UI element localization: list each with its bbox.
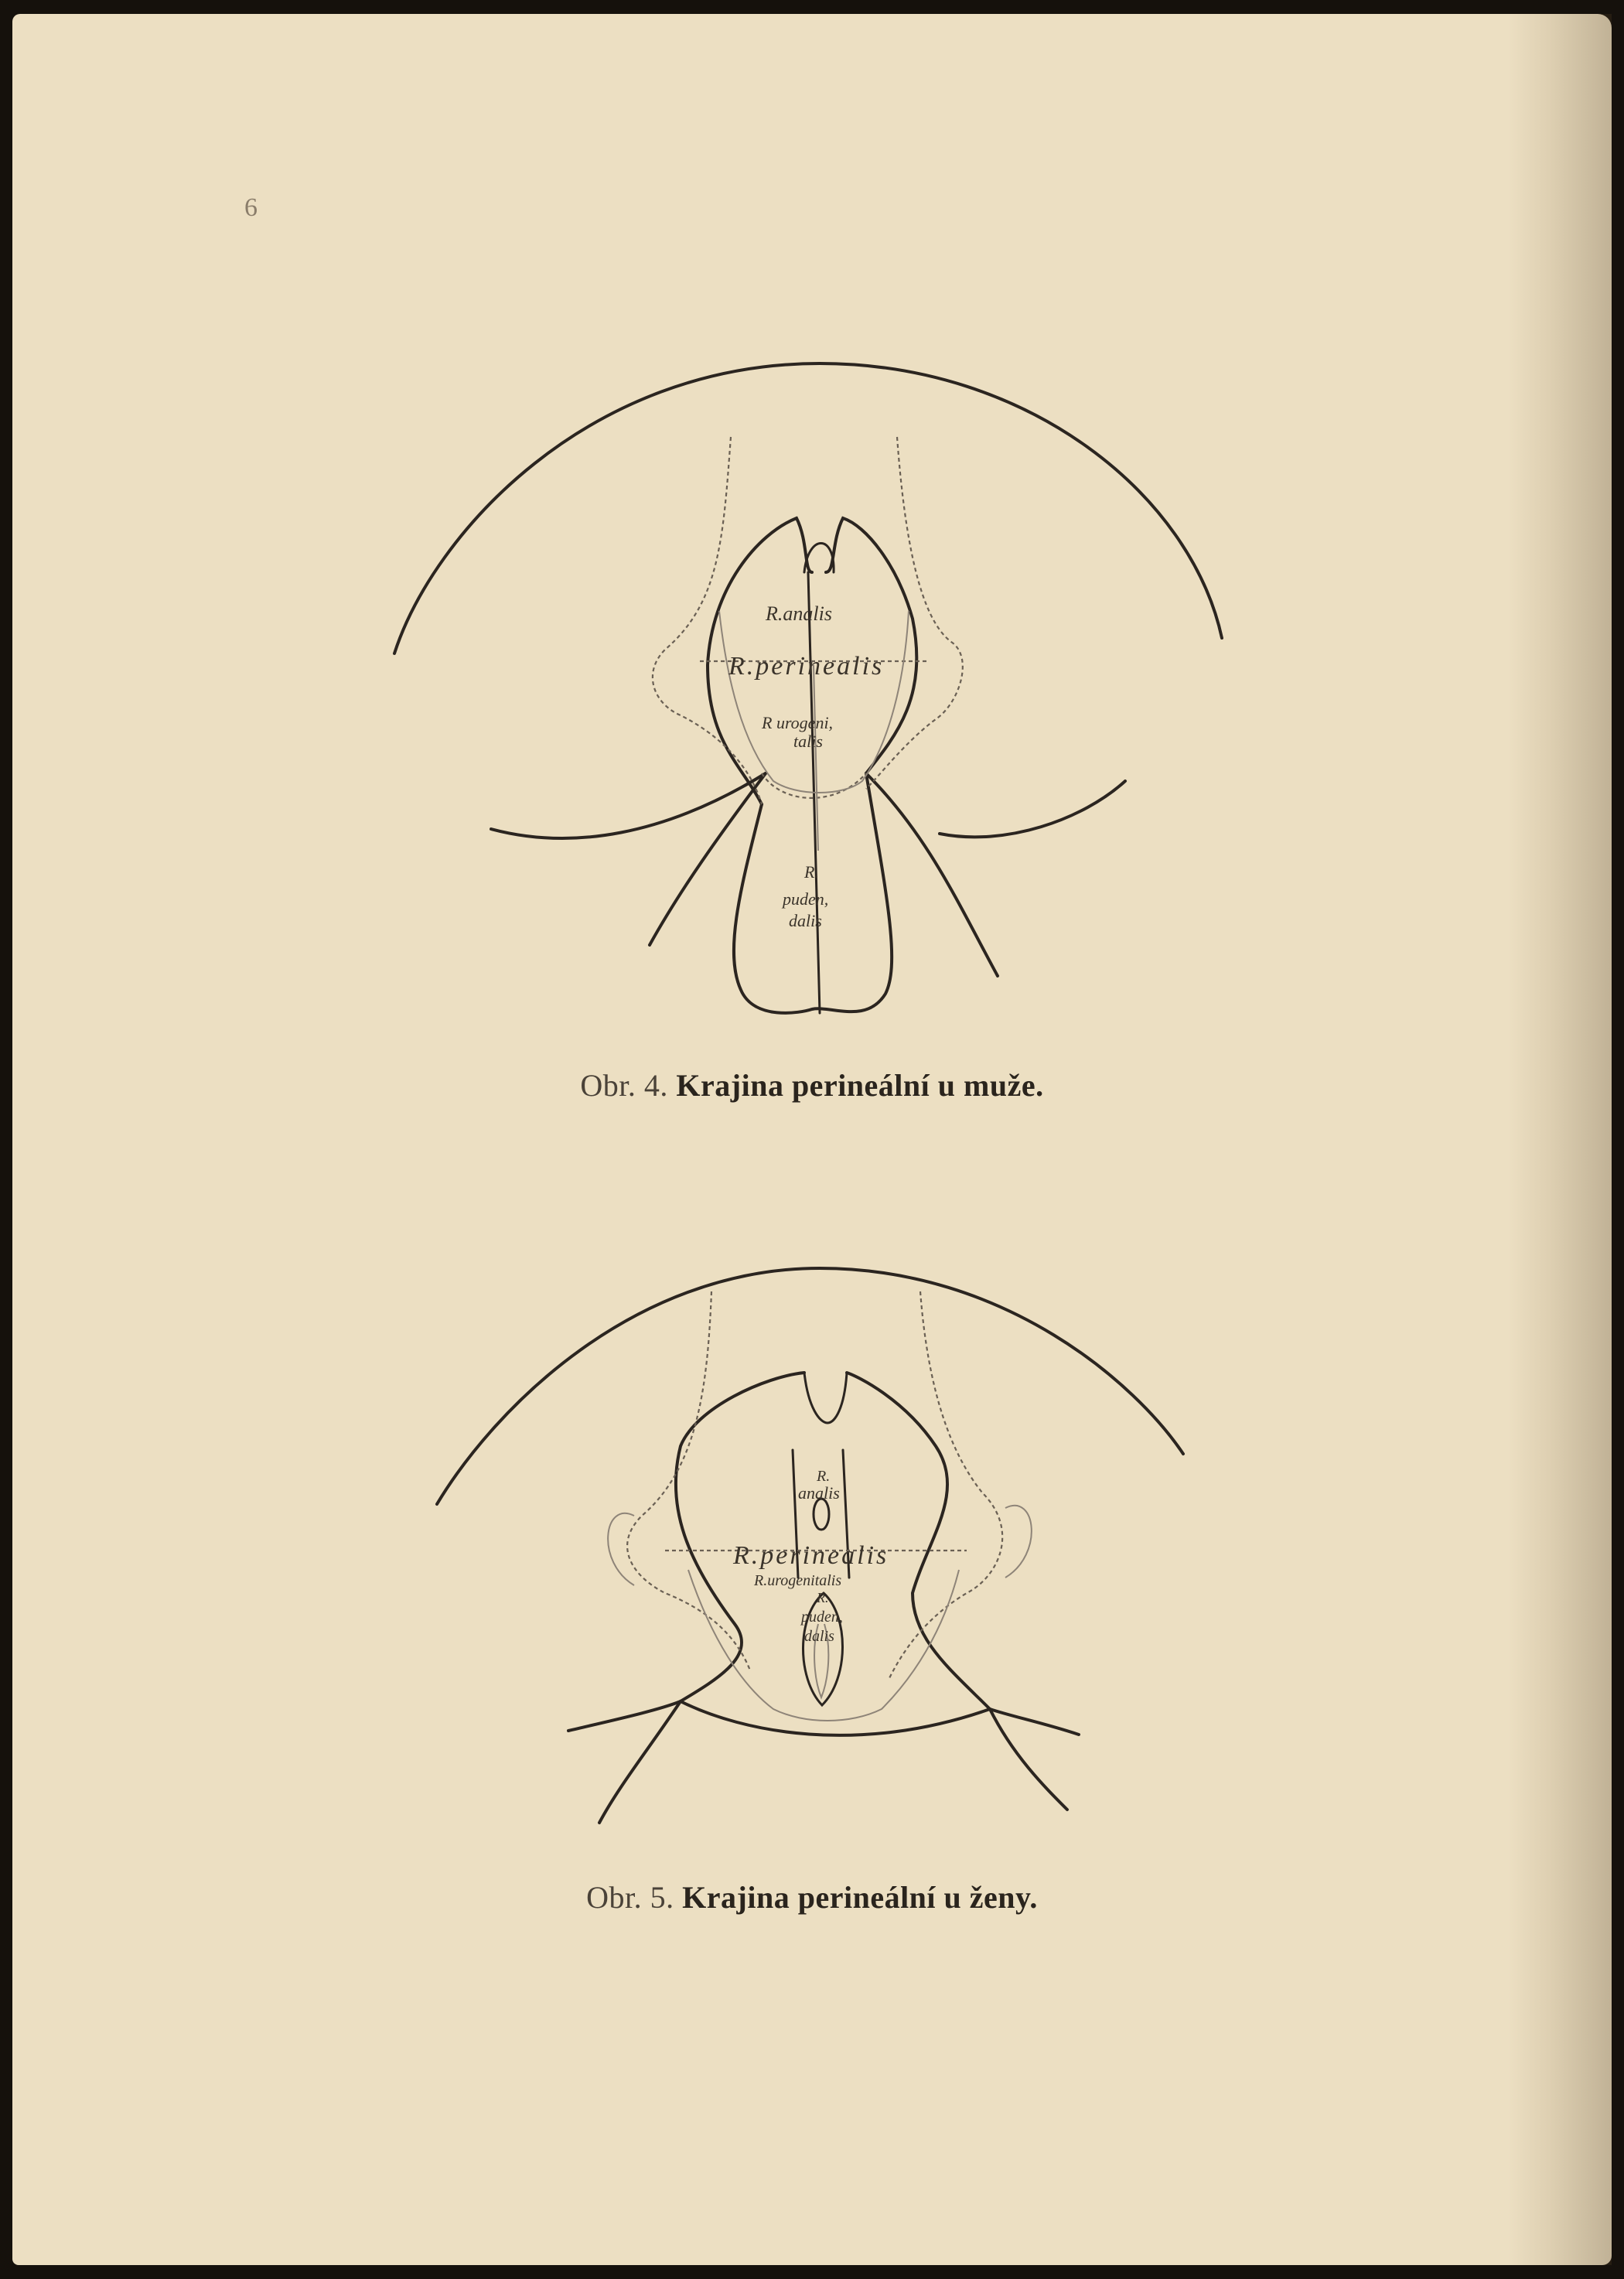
fig5-left-inner-line: [676, 1373, 804, 1701]
fig5-left-hip-bulge: [608, 1513, 634, 1585]
fig5-label-pudendalis-2: puden,: [801, 1609, 843, 1626]
figure-5-caption-title: Krajina perineální u ženy.: [682, 1880, 1038, 1915]
fig5-perineum-bottom-arc: [681, 1701, 990, 1735]
fig5-dotted-left-column: [627, 1291, 750, 1670]
fig5-gluteal-notch: [804, 1373, 847, 1423]
fig5-label-analis-1: R.: [817, 1468, 831, 1485]
fig5-label-pudendalis-3: dalis: [804, 1628, 834, 1645]
figure-4-caption-title: Krajina perineální u muže.: [676, 1068, 1044, 1103]
fig4-label-pudendalis-1: R.: [804, 862, 819, 882]
figure-5-caption: [0, 1879, 1624, 1916]
fig4-label-perinealis: R.perinealis: [728, 652, 885, 681]
page-number: 6: [244, 193, 258, 222]
figure-4-caption-number: Obr. 4.: [580, 1068, 668, 1103]
fig5-right-hip-bulge: [1005, 1506, 1032, 1578]
fig4-label-urogenitalis-1: R urogeni,: [762, 713, 834, 732]
fig5-anal-opening: [814, 1499, 829, 1530]
fig5-buttocks-outline: [437, 1268, 1183, 1504]
fig5-label-urogenitalis: R.urogenitalis: [754, 1572, 842, 1589]
fig4-label-analis: R.analis: [766, 602, 832, 625]
fig5-label-perinealis: R.perinealis: [733, 1541, 889, 1570]
fig5-label-analis-2: analis: [798, 1483, 840, 1503]
fig5-label-pudendalis-1: R.: [817, 1590, 829, 1605]
figure-5-caption-number: Obr. 5.: [586, 1880, 674, 1915]
fig4-label-pudendalis-2: puden,: [783, 889, 829, 909]
fig4-label-pudendalis-3: dalis: [789, 911, 822, 930]
fig4-label-urogenitalis-2: talis: [793, 732, 823, 751]
fig5-right-leg-line: [990, 1709, 1067, 1810]
